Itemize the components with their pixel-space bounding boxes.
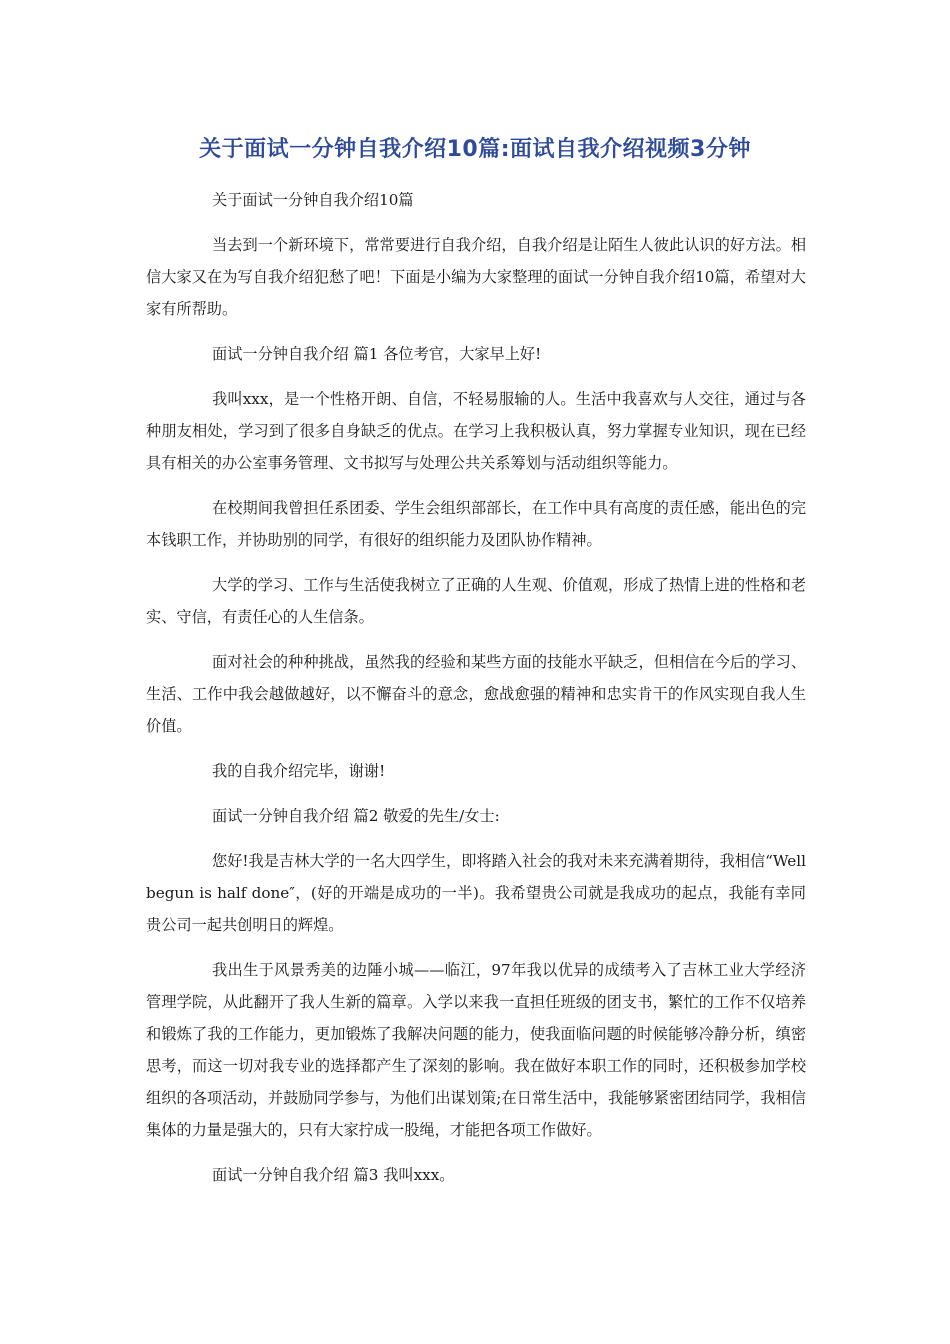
body-paragraph: 面对社会的种种挑战，虽然我的经验和某些方面的技能水平缺乏，但相信在今后的学习、生活、工作中我会越做越好，以不懈奋斗的意念，愈战愈强的精神和忠实肯干的作风实现自我人生价值。 [146,653,806,735]
section-heading-3: 面试一分钟自我介绍 篇3 我叫xxx。 [212,1166,455,1184]
document-body [146,184,806,1204]
section-heading-2: 面试一分钟自我介绍 篇2 敬爱的先生/女士: [212,807,500,825]
body-paragraph: 我出生于风景秀美的边陲小城——临江，97年我以优异的成绩考入了吉林工业大学经济管理学院，从此翻开了我人生新的篇章。入学以来我一直担任班级的团支书，繁忙的工作不仅培养和锻炼了我的工作能力，更加锻炼了我解决问题的能力，使我面临问题的时候能够冷静分析，缜密思考，而这一切对我专业的选择都产生了深刻的影响。我在做好本职工作的同时，还积极参加学校组织的各项活动，并鼓励同学参与，为他们出谋划策;在日常生活中，我能够紧密团结同学，我相信集体的力量是强大的，只有大家拧成一股绳，才能把各项工作做好。 [146,961,806,1139]
document-title: 关于面试一分钟自我介绍10篇:面试自我介绍视频3分钟 [199,137,751,162]
body-paragraph: 在校期间我曾担任系团委、学生会组织部部长，在工作中具有高度的责任感，能出色的完本钱职工作，并协助别的同学，有很好的组织能力及团队协作精神。 [146,499,806,549]
body-paragraph: 我的自我介绍完毕，谢谢! [212,762,386,780]
intro-paragraph: 当去到一个新环境下，常常要进行自我介绍，自我介绍是让陌生人彼此认识的好方法。相信大家又在为写自我介绍犯愁了吧！下面是小编为大家整理的面试一分钟自我介绍10篇，希望对大家有所帮助。 [146,236,806,318]
body-paragraph: 我叫xxx，是一个性格开朗、自信，不轻易服输的人。生活中我喜欢与人交往，通过与各种朋友相处，学习到了很多自身缺乏的优点。在学习上我积极认真，努力掌握专业知识，现在已经具有相关的办公室事务管理、文书拟写与处理公共关系筹划与活动组织等能力。 [146,390,806,472]
body-paragraph: 大学的学习、工作与生活使我树立了正确的人生观、价值观，形成了热情上进的性格和老实、守信，有责任心的人生信条。 [146,576,806,626]
body-paragraph: 您好!我是吉林大学的一名大四学生，即将踏入社会的我对未来充满着期待，我相信“Well begun is half done″，(好的开端是成功的一半)。我希望贵公司就是我成功的起点，我能有幸同贵公司一起共创明日的辉煌。 [146,852,806,934]
section-heading-1: 面试一分钟自我介绍 篇1 各位考官，大家早上好! [212,345,542,363]
subtitle-paragraph: 关于面试一分钟自我介绍10篇 [212,191,414,209]
